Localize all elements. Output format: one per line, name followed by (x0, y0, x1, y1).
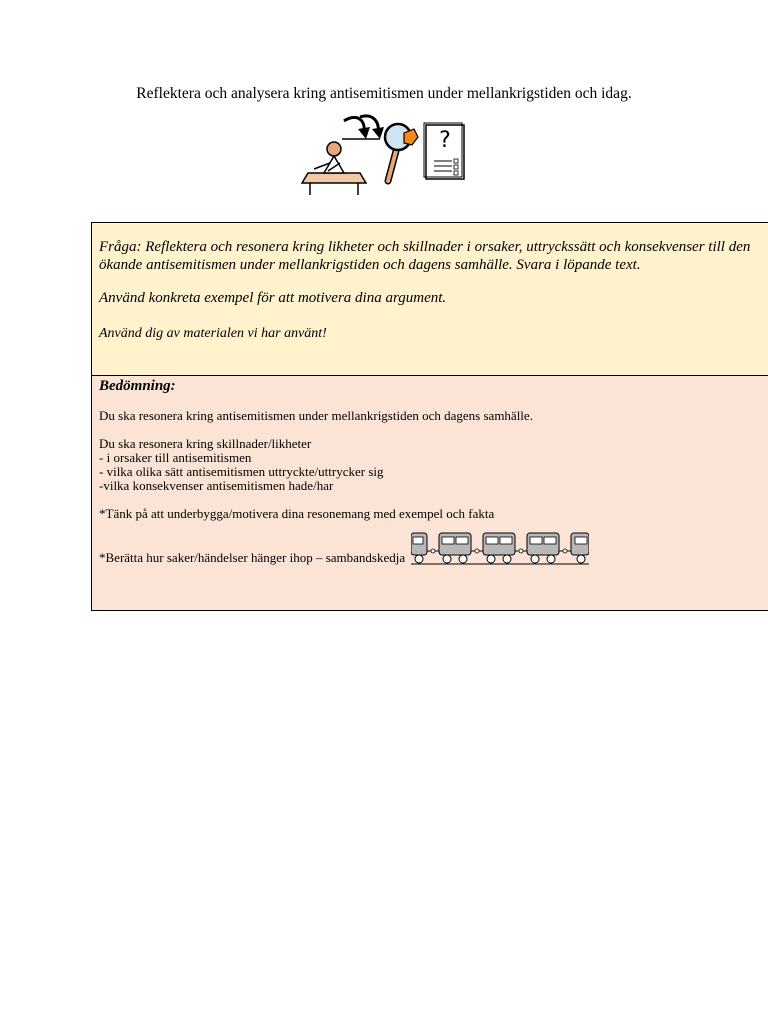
tip-examples: *Tänk på att underbygga/motivera dina resonemang med exempel och fakta (99, 506, 495, 521)
tip-chain: *Berätta hur saker/händelser hänger ihop – sambandskedja (99, 550, 406, 565)
train-chain-icon (411, 529, 589, 567)
criteria-title: Du ska resonera kring skillnader/likheter (99, 436, 312, 451)
train-car (439, 533, 471, 563)
grading-intro: Du ska resonera kring antisemitismen under mellankrigstiden och dagens samhälle. (99, 408, 533, 423)
materials-instruction: Använd dig av materialen vi har använt! (99, 326, 327, 341)
criteria-block (99, 437, 768, 493)
question-line-2: ökande antisemitismen under mellankrigstiden och dagens samhälle. Svara i löpande text. (99, 257, 641, 273)
page-heading: Reflektera och analysera kring antisemitismen under mellankrigstiden och idag. (136, 85, 632, 102)
train-car (483, 533, 515, 563)
grading-box (92, 376, 768, 610)
train-car (411, 533, 427, 563)
question-text (99, 238, 768, 274)
person-head (327, 142, 341, 156)
criteria-item: - i orsaker till antisemitismen (99, 450, 252, 465)
train-car (527, 533, 559, 563)
grading-title: Bedömning: (99, 378, 176, 394)
train-car (571, 533, 589, 563)
examples-instruction: Använd konkreta exempel för att motivera dina argument. (99, 290, 447, 306)
criteria-item: - vilka olika sätt antisemitismen uttryckte/uttrycker sig (99, 464, 384, 479)
task-table (91, 222, 768, 611)
question-box (92, 223, 768, 376)
criteria-item: -vilka konsekvenser antisemitismen hade/har (99, 478, 334, 493)
tip-chain-row (99, 529, 768, 567)
question-mark-icon: ? (439, 128, 451, 153)
desk-shape (302, 173, 366, 183)
student-analyzing-question-icon (300, 111, 468, 197)
question-line-1: Fråga: Reflektera och resonera kring likheter och skillnader i orsaker, uttryckssätt och konsekvenser till den (99, 239, 751, 255)
